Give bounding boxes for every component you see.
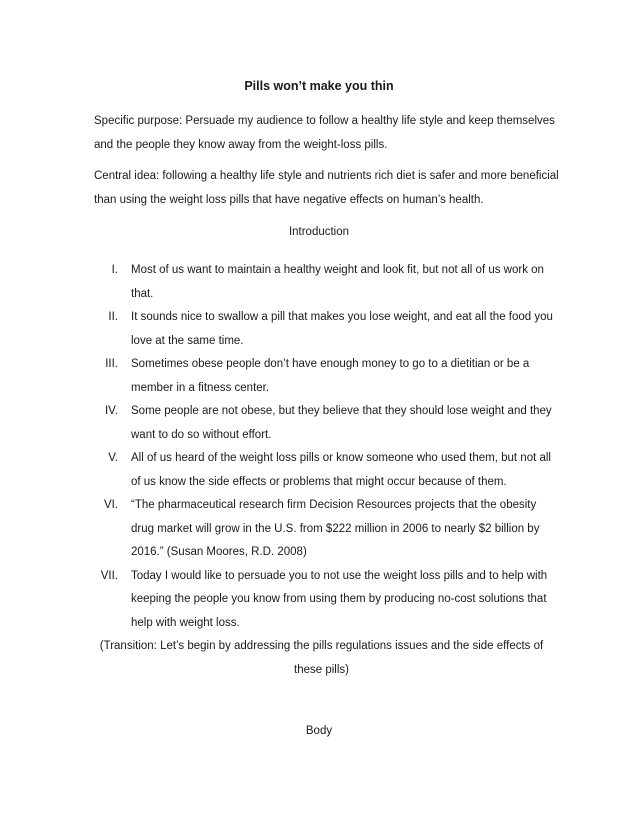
list-item [0, 353, 638, 400]
list-item-number: VII. [100, 569, 118, 582]
list-item-text: Some people are not obese, but they believe that they should lose weight and they want to do so without effort. [131, 405, 552, 441]
list-item [0, 259, 638, 306]
list-item-number: VI. [103, 499, 118, 511]
list-item [0, 565, 638, 636]
list-item-number: II. [108, 311, 118, 323]
list-item-text: Most of us want to maintain a healthy weight and look fit, but not all of us work on that. [131, 264, 544, 300]
list-item-text: “The pharmaceutical research firm Decision Resources projects that the obesity drug market will grow in the U.S. from $222 million in 2006 to nearly $2 billion by 2016.” (Susan Moores, R.D. 2008) [131, 499, 540, 558]
introduction-heading: Introduction [288, 226, 350, 238]
central-idea-paragraph: Central idea: following a healthy life style and nutrients rich diet is safer and more beneficial than using the weight loss pills that have negative effects on human’s health. [94, 170, 559, 206]
list-item-number: V. [108, 452, 118, 464]
list-item [0, 306, 638, 353]
list-item-text: It sounds nice to swallow a pill that makes you lose weight, and eat all the food you love at the same time. [131, 311, 553, 347]
list-item [0, 447, 638, 494]
list-item-text: All of us heard of the weight loss pills or know someone who used them, but not all of us know the side effects or problems that might occur because of them. [131, 452, 551, 488]
list-item-number: IV. [104, 405, 118, 417]
document-title: Pills won’t make you thin [244, 79, 394, 93]
list-item [0, 400, 638, 447]
specific-purpose-paragraph: Specific purpose: Persuade my audience to follow a healthy life style and keep themselves and the people they know away from the weight-loss pills. [94, 115, 555, 151]
list-item [0, 494, 638, 565]
introduction-list [0, 259, 638, 635]
transition-paragraph: (Transition: Let’s begin by addressing the pills regulations issues and the side effects of these pills) [99, 640, 544, 676]
list-item-number: I. [111, 264, 118, 276]
body-heading: Body [305, 725, 333, 737]
list-item-number: III. [105, 358, 118, 370]
list-item-text: Today I would like to persuade you to not use the weight loss pills and to help with keeping the people you know from using them by producing no-cost solutions that help with weight loss. [131, 569, 548, 629]
list-item-text: Sometimes obese people don’t have enough money to go to a dietitian or be a member in a fitness center. [131, 358, 530, 394]
